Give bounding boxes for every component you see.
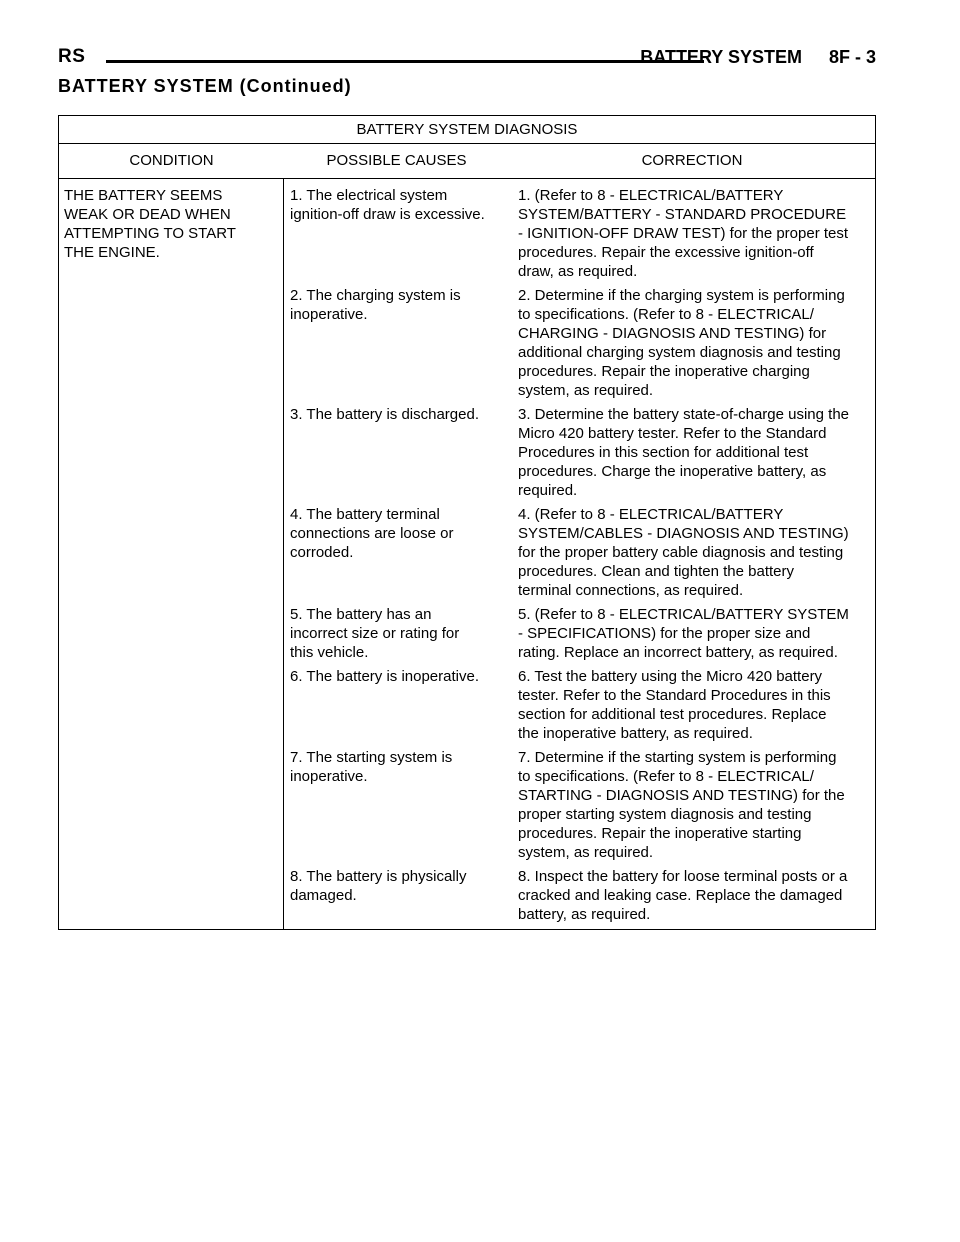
correction-line: to specifications. (Refer to 8 - ELECTRICAL/ — [518, 768, 814, 785]
correction-line: - IGNITION-OFF DRAW TEST) for the proper test — [518, 225, 849, 242]
correction — [509, 505, 875, 600]
correction-line: 8. Inspect the battery for loose terminal posts or a — [518, 868, 848, 885]
cause-line: 2. The charging system is — [290, 287, 461, 304]
cause-line: 3. The battery is discharged. — [290, 406, 479, 423]
column-header-causes: POSSIBLE CAUSES — [326, 152, 467, 169]
correction-line: 2. Determine if the charging system is performing — [518, 287, 845, 304]
correction-line: system, as required. — [518, 844, 654, 861]
correction-line: procedures. Charge the inoperative battery, as — [518, 463, 827, 480]
correction-line: battery, as required. — [518, 906, 651, 923]
correction — [509, 867, 875, 924]
correction — [509, 405, 875, 500]
condition-line: ATTEMPTING TO START — [64, 225, 236, 242]
correction-line: Procedures in this section for additional test — [518, 444, 809, 461]
table-row — [284, 867, 875, 924]
table-row — [284, 748, 875, 862]
possible-cause — [284, 867, 509, 924]
table-row — [284, 605, 875, 662]
correction-line: 3. Determine the battery state-of-charge using the — [518, 406, 850, 423]
cause-line: this vehicle. — [290, 644, 369, 661]
correction-line: STARTING - DIAGNOSIS AND TESTING) for the — [518, 787, 845, 804]
condition-line: WEAK OR DEAD WHEN — [64, 206, 231, 223]
correction — [509, 605, 875, 662]
correction — [509, 667, 875, 743]
possible-cause — [284, 286, 509, 400]
possible-cause — [284, 748, 509, 862]
cause-line: 6. The battery is inoperative. — [290, 668, 479, 685]
cause-line: connections are loose or — [290, 525, 454, 542]
correction-line: procedures. Repair the inoperative starting — [518, 825, 802, 842]
possible-cause — [284, 405, 509, 500]
cause-line: 4. The battery terminal — [290, 506, 440, 523]
correction-line: SYSTEM/BATTERY - STANDARD PROCEDURE — [518, 206, 847, 223]
cause-line: damaged. — [290, 887, 357, 904]
correction-line: additional charging system diagnosis and testing — [518, 344, 841, 361]
table-body — [59, 179, 875, 929]
correction-line: 1. (Refer to 8 - ELECTRICAL/BATTERY — [518, 187, 784, 204]
table-title: BATTERY SYSTEM DIAGNOSIS — [59, 116, 875, 144]
cause-line: 5. The battery has an — [290, 606, 432, 623]
correction-line: rating. Replace an incorrect battery, as required. — [518, 644, 838, 661]
correction-line: CHARGING - DIAGNOSIS AND TESTING) for — [518, 325, 827, 342]
correction-line: tester. Refer to the Standard Procedures in this — [518, 687, 831, 704]
column-header-correction: CORRECTION — [641, 152, 743, 169]
section-title: BATTERY SYSTEM — [640, 47, 802, 67]
diagnosis-table — [58, 115, 876, 930]
condition-line: THE ENGINE. — [64, 244, 160, 261]
correction-line: 4. (Refer to 8 - ELECTRICAL/BATTERY — [518, 506, 784, 523]
correction-line: procedures. Repair the inoperative charging — [518, 363, 810, 380]
correction-line: system, as required. — [518, 382, 654, 399]
possible-cause — [284, 605, 509, 662]
header-right — [640, 42, 876, 72]
correction — [509, 286, 875, 400]
table-row — [284, 186, 875, 281]
condition-line: THE BATTERY SEEMS — [64, 187, 223, 204]
correction-line: Micro 420 battery tester. Refer to the Standard — [518, 425, 827, 442]
cause-line: inoperative. — [290, 306, 368, 323]
correction-line: section for additional test procedures. Replace — [518, 706, 827, 723]
cause-line: 8. The battery is physically — [290, 868, 467, 885]
section-code: RS — [58, 46, 86, 67]
condition-cell — [59, 179, 284, 929]
correction-line: procedures. Repair the excessive ignition-off — [518, 244, 814, 261]
correction-line: terminal connections, as required. — [518, 582, 744, 599]
possible-cause — [284, 505, 509, 600]
correction-line: 7. Determine if the starting system is performing — [518, 749, 837, 766]
correction-line: to specifications. (Refer to 8 - ELECTRICAL/ — [518, 306, 814, 323]
correction-line: the inoperative battery, as required. — [518, 725, 753, 742]
continued-title: BATTERY SYSTEM (Continued) — [58, 76, 352, 96]
correction-line: draw, as required. — [518, 263, 638, 280]
page-header — [58, 42, 876, 72]
cause-line: 1. The electrical system — [290, 187, 448, 204]
cause-line: 7. The starting system is — [290, 749, 453, 766]
correction-line: SYSTEM/CABLES - DIAGNOSIS AND TESTING) — [518, 525, 849, 542]
cause-line: inoperative. — [290, 768, 368, 785]
column-headers — [59, 144, 875, 179]
table-row — [284, 286, 875, 400]
correction-line: required. — [518, 482, 578, 499]
correction-line: 6. Test the battery using the Micro 420 battery — [518, 668, 823, 685]
cause-line: corroded. — [290, 544, 354, 561]
correction-line: for the proper battery cable diagnosis and testing — [518, 544, 844, 561]
cause-line: ignition-off draw is excessive. — [290, 206, 485, 223]
page-number: 8F - 3 — [828, 47, 876, 67]
correction-line: procedures. Clean and tighten the battery — [518, 563, 795, 580]
table-row — [284, 667, 875, 743]
table-row — [284, 405, 875, 500]
correction — [509, 186, 875, 281]
correction — [509, 748, 875, 862]
column-header-condition: CONDITION — [129, 152, 214, 169]
header-rule — [106, 60, 704, 63]
rows-container — [284, 179, 875, 929]
possible-cause — [284, 186, 509, 281]
possible-cause — [284, 667, 509, 743]
cause-line: incorrect size or rating for — [290, 625, 460, 642]
correction-line: cracked and leaking case. Replace the damaged — [518, 887, 843, 904]
correction-line: - SPECIFICATIONS) for the proper size and — [518, 625, 811, 642]
table-row — [284, 505, 875, 600]
correction-line: 5. (Refer to 8 - ELECTRICAL/BATTERY SYSTEM — [518, 606, 849, 623]
correction-line: proper starting system diagnosis and testing — [518, 806, 812, 823]
